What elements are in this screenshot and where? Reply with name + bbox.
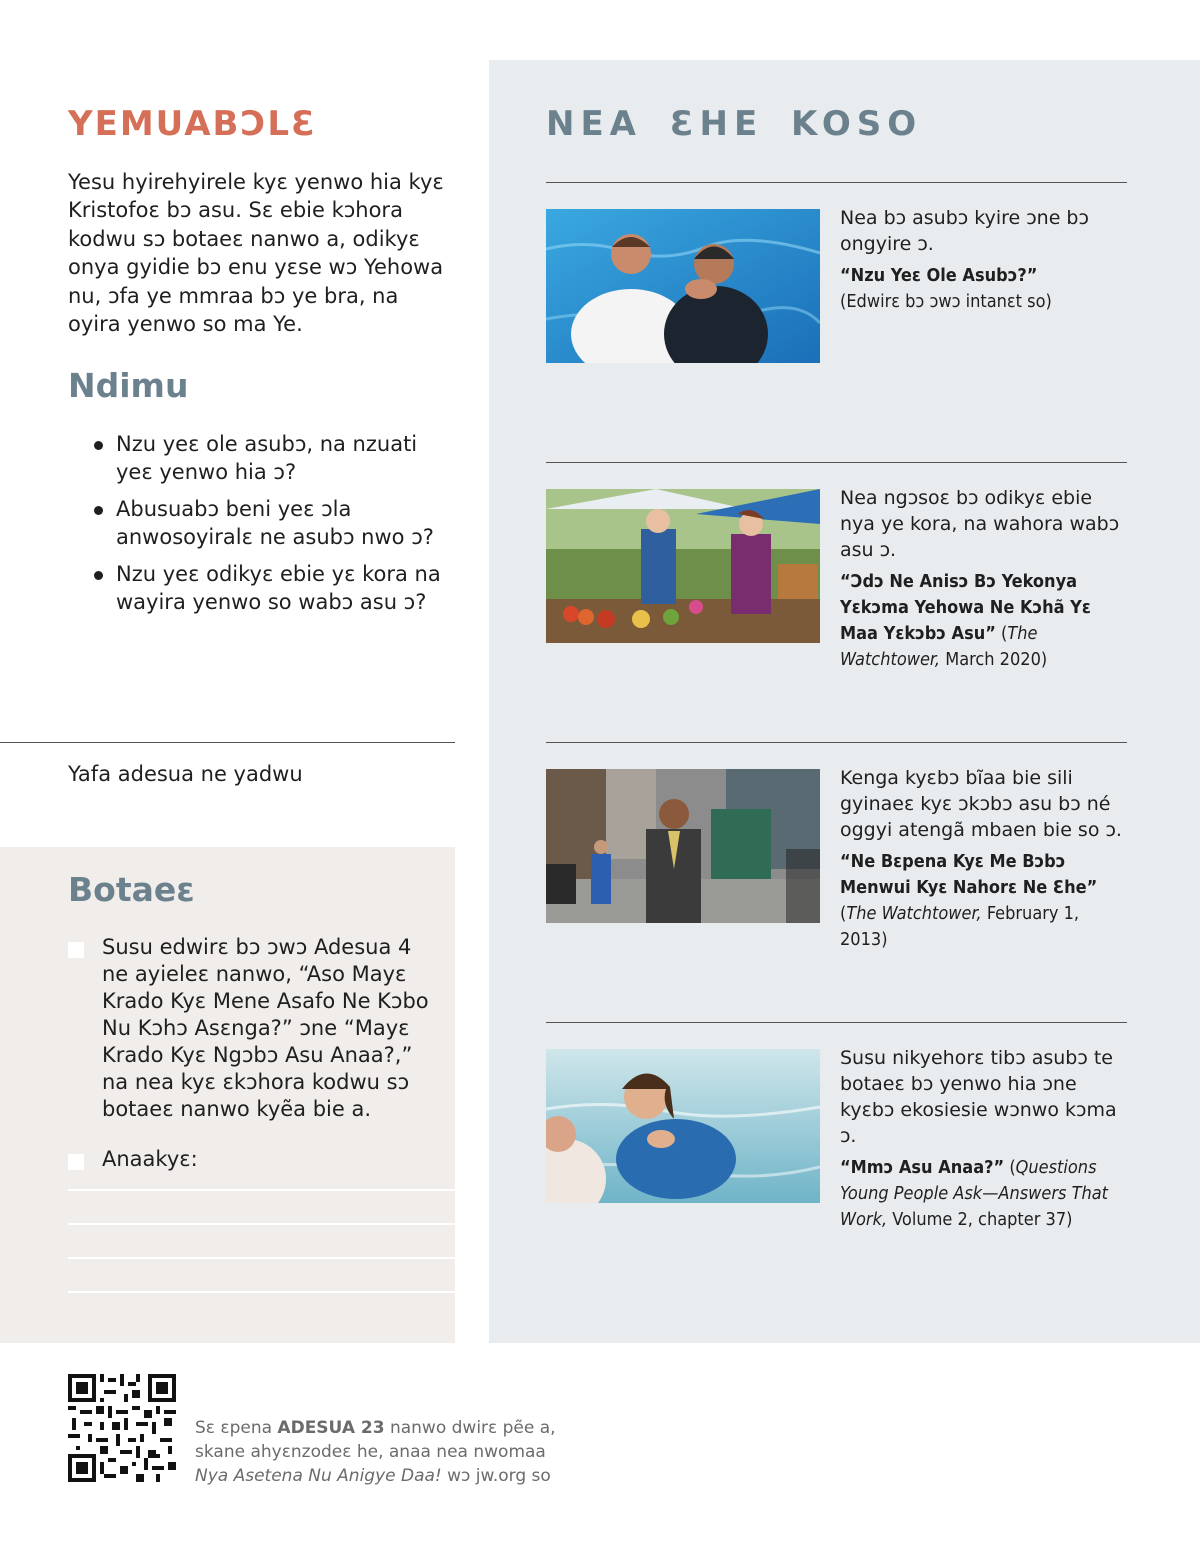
research-item-reference[interactable] [840,263,1130,315]
article-title-link[interactable]: “Ɔdɔ Ne Anisɔ Bɔ Yekonya Yɛkɔma Yehowa Ne Kɔhã Yɛ Maa Yɛkɔbɔ Asu” [840,571,1091,644]
section-divider [0,742,455,743]
market-witnessing-photo [546,489,820,643]
review-question [92,560,458,617]
review-question-text: Abusuabɔ beni yeɛ ɔla anwosoyiralɛ ne asubɔ nwo ɔ? [116,496,434,550]
write-in-line[interactable] [68,1291,455,1293]
research-item-reference[interactable] [840,849,1130,953]
article-source: ( [1004,1157,1016,1178]
research-item-description: Kenga kyɛbɔ bĩaa bie sili gyinaeɛ kyɛ ɔkɔbɔ asu bɔ né oggyi atengã mbaen bie so ɔ. [840,767,1122,841]
research-divider [546,462,1127,463]
footer-book-title: Nya Asetena Nu Anigye Daa! [195,1466,442,1486]
checkbox[interactable] [68,1154,84,1170]
article-title-link[interactable]: “Ne Bɛpena Kyɛ Me Bɔbɔ Menwui Kyɛ Nahorɛ Ne Ɛhe” [840,851,1098,898]
article-source-date: March 2020) [940,649,1048,670]
research-heading: NEA ƐHE KOSO [546,104,923,144]
baptism-photo [546,209,820,363]
review-question-text: Nzu yeɛ odikyɛ ebie yɛ kora na wayira yenwo so wabɔ asu ɔ? [116,561,441,615]
research-divider [546,742,1127,743]
article-source-publication: The Watchtower, [840,623,1038,670]
checkbox[interactable] [68,942,84,958]
review-heading: Ndimu [68,366,189,405]
write-in-line[interactable] [68,1257,455,1259]
article-source: ( [995,623,1008,644]
footer-text: wɔ jw.org so [441,1466,551,1486]
research-item [840,485,1130,673]
research-item [840,205,1130,315]
article-source-date: Volume 2, chapter 37) [887,1209,1073,1230]
review-question [92,495,458,552]
footer-text: Sɛ ɛpena [195,1418,278,1438]
summary-heading: YEMUABƆLƐ [68,104,317,144]
goals-label: Yafa adesua ne yadwu [68,762,303,786]
bullet-icon [94,441,103,450]
young-woman-baptism-photo [546,1049,820,1203]
city-street-photo [546,769,820,923]
checklist-item [68,935,429,1121]
research-item-reference[interactable] [840,569,1130,673]
footer-lesson-number: ADESUA 23 [277,1418,385,1438]
research-item-description: Nea ngɔsoɛ bɔ odikyɛ ebie nya ye kora, na wahora wabɔ asu ɔ. [840,487,1120,561]
article-source-date: February 1, 2013) [840,903,1080,950]
research-item [840,765,1130,953]
review-question [92,430,458,487]
write-in-line[interactable] [68,1223,455,1225]
footer-note [195,1416,595,1488]
goals-heading: Botaeɛ [68,870,195,909]
research-item-description: Susu nikyehorɛ tibɔ asubɔ te botaeɛ bɔ yenwo hia ɔne kyɛbɔ ekosiesie wɔnwo kɔma ɔ. [840,1047,1117,1147]
review-questions-list [92,430,458,624]
bullet-icon [94,506,103,515]
research-divider [546,1022,1127,1023]
article-source-publication: Questions Young People Ask—Answers That Work, [840,1157,1109,1230]
checklist-item-text: Anaakyɛ: [102,1147,198,1171]
research-item-description: Nea bɔ asubɔ kyire ɔne bɔ ongyire ɔ. [840,207,1089,255]
article-source: (Edwirɛ bɔ ɔwɔ intanɛt so) [840,291,1052,312]
footer-text: nanwo dwirɛ pẽe a, [384,1418,556,1438]
article-title-link[interactable]: “Mmɔ Asu Anaa?” [840,1157,1005,1178]
checklist-item [68,1147,428,1180]
research-divider [546,182,1127,183]
review-question-text: Nzu yeɛ ole asubɔ, na nzuati yeɛ yenwo hia ɔ? [116,432,418,485]
bullet-icon [94,571,103,580]
article-title-link[interactable]: “Nzu Yeɛ Ole Asubɔ?” [840,265,1038,286]
write-in-line[interactable] [68,1189,455,1191]
checklist-item-text: Susu edwirɛ bɔ ɔwɔ Adesua 4 ne ayieleɛ nanwo, “Aso Mayɛ Krado Kyɛ Mene Asafo Ne Kɔbo Nu Kɔhɔ Asɛnga?” ɔne “Mayɛ Krado Kyɛ Ngɔbɔ Asu Anaa?,” na nea kyɛ ɛkɔhora kodwu sɔ botaeɛ nanwo kyẽa bie a. [102,935,429,1121]
article-source: ( [840,903,847,924]
qr-code-icon[interactable] [68,1374,176,1482]
research-item [840,1045,1130,1233]
footer-text: skane ahyɛnzodeɛ he, anaa nea nwomaa [195,1442,546,1462]
research-item-reference[interactable] [840,1155,1130,1233]
summary-text: Yesu hyirehyirele kyɛ yenwo hia kyɛ Kristofoɛ bɔ asu. Sɛ ebie kɔhora kodwu sɔ botaeɛ nanwo a, odikyɛ onya gyidie bɔ enu yɛse wɔ Yehowa nu, ɔfa ye mmraa bɔ ye bra, na oyira yenwo so ma Ye. [68,170,444,337]
article-source-publication: The Watchtower, [846,903,982,924]
